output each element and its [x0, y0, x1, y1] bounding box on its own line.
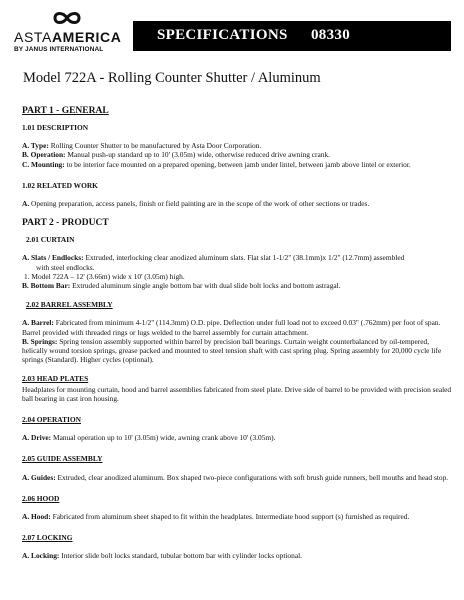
item-guides-label: A. Guides:	[22, 472, 56, 482]
section-1-02-heading: 1.02 RELATED WORK	[22, 180, 98, 190]
item-springs-text: Spring tension assembly supported within barrel by precision ball bearings. Curtain weight counterbalanced by oil-tempered, helically wound torsion springs, grease packed and mounted to steel tension shaft with cast spring plug. Spring assembly for 20,000 cycle life springs (Standard). Higher cycles (optional).	[22, 336, 442, 365]
section-2-06-heading: 2.06 HOOD	[22, 493, 60, 503]
item-hood	[22, 512, 452, 521]
item-bottom-bar	[22, 281, 452, 290]
section-1-01-body	[22, 141, 452, 169]
document-title: Model 722A - Rolling Counter Shutter / Aluminum	[23, 70, 321, 86]
section-1-02-body	[22, 199, 452, 208]
item-barrel-text: Fabricated from minimum 4-1/2" (114.3mm) O.D. pipe. Deflection under full load not to exceed 0.03" (.762mm) per foot of span. Barrel provided with threaded rings or lugs welded to the barrel assembly for curtain attachment.	[22, 318, 441, 337]
spec-code: 08330	[311, 27, 350, 43]
part1-heading: PART 1 - GENERAL	[22, 106, 109, 116]
spec-content	[22, 106, 452, 573]
section-2-05-heading: 2.05 GUIDE ASSEMBLY	[22, 454, 103, 464]
item-mounting-label: C. Mounting:	[22, 159, 65, 169]
item-guides-text: Extruded, clear anodized aluminum. Box shaped two-piece configurations with soft brush guide runners, bell mouths and head stop.	[57, 472, 449, 482]
item-operation-text: Manual push-up standard up to 10' (3.05m) wide, otherwise reduced drive awning crank.	[67, 150, 330, 160]
item-related-text: Opening preparation, access panels, finish or field painting are in the scope of the work of other sections or trades.	[31, 199, 370, 209]
section-2-02-body	[22, 318, 452, 364]
spec-label: SPECIFICATIONS	[157, 27, 288, 43]
section-2-01-body	[22, 253, 452, 290]
brand-light: ASTA	[14, 29, 52, 45]
item-mounting	[22, 160, 452, 169]
brand-wordmark	[14, 29, 124, 45]
item-guides	[22, 473, 452, 482]
section-2-03-heading: 2.03 HEAD PLATES	[22, 374, 89, 384]
item-operation	[22, 150, 452, 159]
item-barrel	[22, 318, 452, 336]
item-slats	[22, 253, 452, 262]
section-2-01-heading: 2.01 CURTAIN	[26, 235, 75, 245]
head-plates-text: Headplates for mounting curtain, hood and barrel assemblies fabricated from steel plate. Drive side of barrel to be provided with precision sealed ball bearing in cast iron housing.	[22, 384, 452, 403]
section-2-02-heading: 2.02 BARREL ASSEMBLY	[26, 300, 113, 310]
infinity-logo-icon	[52, 9, 82, 27]
part2-heading: PART 2 - PRODUCT	[22, 218, 109, 229]
section-2-07-heading: 2.07 LOCKING	[22, 533, 73, 543]
section-2-06-body	[22, 512, 452, 521]
item-drive-label: A. Drive:	[22, 433, 52, 443]
section-2-04-body	[22, 433, 452, 442]
item-locking-text: Interior slide bolt locks standard, tubular bottom bar with cylinder locks optional.	[61, 551, 302, 561]
item-related-label: A.	[22, 199, 30, 209]
specifications-bar	[133, 21, 451, 51]
item-related-work	[22, 199, 452, 208]
item-springs	[22, 337, 452, 365]
item-locking-label: A. Locking:	[22, 551, 60, 561]
item-slats-label: A. Slats / Endlocks:	[22, 253, 84, 263]
item-type	[22, 141, 452, 150]
item-locking	[22, 551, 452, 560]
item-mounting-text: to be interior face mounted on a prepared opening, between jamb under lintel, between jamb above lintel or exterior.	[66, 159, 411, 169]
model-list-item: 1. Model 722A – 12' (3.66m) wide x 10' (3.05m) high.	[24, 271, 185, 281]
section-2-07-body	[22, 551, 452, 560]
item-slats-cont: with steel endlocks.	[36, 262, 95, 272]
item-drive-text: Manual operation up to 10' (3.05m) wide, awning crank above 10' (3.05m).	[53, 433, 276, 443]
item-drive	[22, 433, 452, 442]
item-hood-text: Fabricated from aluminum sheet shaped to fit within the headplates. Intermediate hood support (s) furnished as required.	[52, 512, 410, 522]
item-operation-label: B. Operation:	[22, 150, 66, 160]
brand-subtitle: BY JANUS INTERNATIONAL	[14, 46, 104, 53]
item-bottom-bar-label: B. Bottom Bar:	[22, 281, 71, 291]
section-1-01-heading: 1.01 DESCRIPTION	[22, 123, 89, 132]
item-slats-text: Extruded, interlocking clear anodized aluminum slats. Flat slat 1-1/2" (38.1mm)x 1/2" (12.7mm) assembled	[85, 253, 405, 263]
section-2-05-body	[22, 473, 452, 482]
item-springs-label: B. Springs:	[22, 336, 58, 346]
item-barrel-label: A. Barrel:	[22, 318, 54, 328]
item-type-text: Rolling Counter Shutter to be manufactured by Asta Door Corporation.	[50, 141, 262, 151]
item-bottom-bar-text: Extruded aluminum single angle bottom bar with dual slide bolt locks and bottom astragal.	[72, 281, 341, 291]
section-2-03-body	[22, 385, 452, 403]
brand-bold: AMERICA	[51, 29, 122, 45]
item-type-label: A. Type:	[22, 141, 49, 151]
page-header	[0, 0, 464, 62]
asta-america-logo	[14, 8, 122, 60]
item-hood-label: A. Hood:	[22, 512, 51, 522]
section-2-04-heading: 2.04 OPERATION	[22, 415, 81, 425]
